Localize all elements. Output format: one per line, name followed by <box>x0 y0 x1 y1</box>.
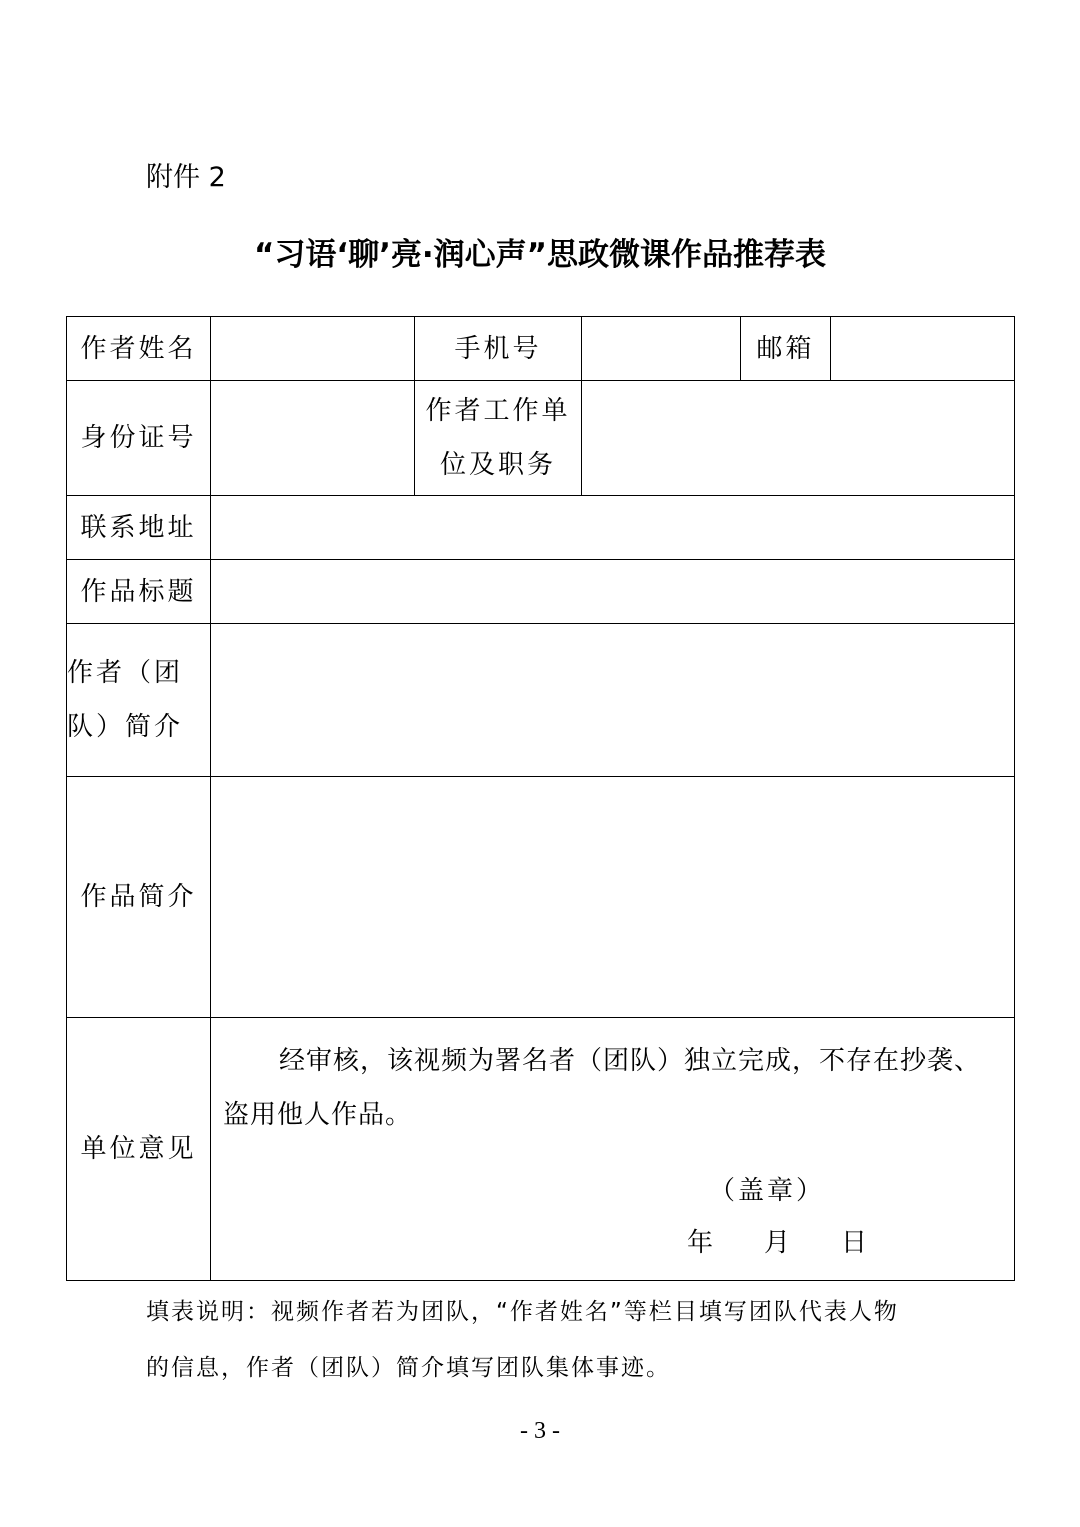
author-intro-label-line1: 作者（团 <box>67 658 184 688</box>
author-name-label: 作者姓名 <box>67 317 211 381</box>
page-number: - 3 - <box>520 1418 560 1444</box>
recommendation-form <box>66 316 1015 1281</box>
unit-opinion-text: 经审核，该视频为署名者（团队）独立完成，不存在抄袭、盗用他人作品。 <box>223 1046 982 1130</box>
form-row-address <box>67 496 1015 560</box>
unit-opinion-label: 单位意见 <box>67 1018 211 1281</box>
form-row-author-intro <box>67 624 1015 777</box>
form-title: “习语‘聊’亮·润心声”思政微课作品推荐表 <box>253 237 827 273</box>
workplace-label-line1: 作者工作单 <box>425 396 571 426</box>
id-number-label: 身份证号 <box>67 381 211 496</box>
form-row-work-title <box>67 560 1015 624</box>
form-row-unit-opinion <box>67 1018 1015 1281</box>
author-intro-label-line2: 队）简介 <box>67 712 184 742</box>
email-field[interactable] <box>831 317 1015 381</box>
author-name-field[interactable] <box>211 317 415 381</box>
work-intro-field[interactable] <box>211 777 1015 1018</box>
date-year: 年 <box>687 1228 717 1258</box>
author-intro-field[interactable] <box>211 624 1015 777</box>
fill-instructions-line1: 填表说明：视频作者若为团队，“作者姓名”等栏目填写团队代表人物 <box>146 1299 899 1325</box>
form-row-work-intro <box>67 777 1015 1018</box>
work-title-label: 作品标题 <box>67 560 211 624</box>
author-intro-label <box>67 624 211 777</box>
phone-label: 手机号 <box>415 317 582 381</box>
workplace-label-line2: 位及职务 <box>439 450 556 480</box>
phone-field[interactable] <box>582 317 741 381</box>
email-label: 邮箱 <box>741 317 831 381</box>
unit-opinion-content <box>211 1018 1014 1280</box>
fill-instructions <box>146 1284 976 1396</box>
date-day: 日 <box>841 1228 871 1258</box>
work-title-field[interactable] <box>211 560 1015 624</box>
work-intro-label: 作品简介 <box>67 777 211 1018</box>
fill-instructions-line2: 的信息，作者（团队）简介填写团队集体事迹。 <box>146 1355 671 1381</box>
unit-opinion-cell <box>211 1018 1015 1281</box>
date-line <box>687 1222 870 1259</box>
workplace-label <box>415 381 582 496</box>
address-label: 联系地址 <box>67 496 211 560</box>
address-field[interactable] <box>211 496 1015 560</box>
date-month: 月 <box>764 1228 794 1258</box>
workplace-field[interactable] <box>582 381 1015 496</box>
form-row-name <box>67 317 1015 381</box>
seal-text: （盖章） <box>709 1176 826 1206</box>
id-number-field[interactable] <box>211 381 415 496</box>
attachment-label: 附件 2 <box>146 162 226 193</box>
form-row-id <box>67 381 1015 496</box>
